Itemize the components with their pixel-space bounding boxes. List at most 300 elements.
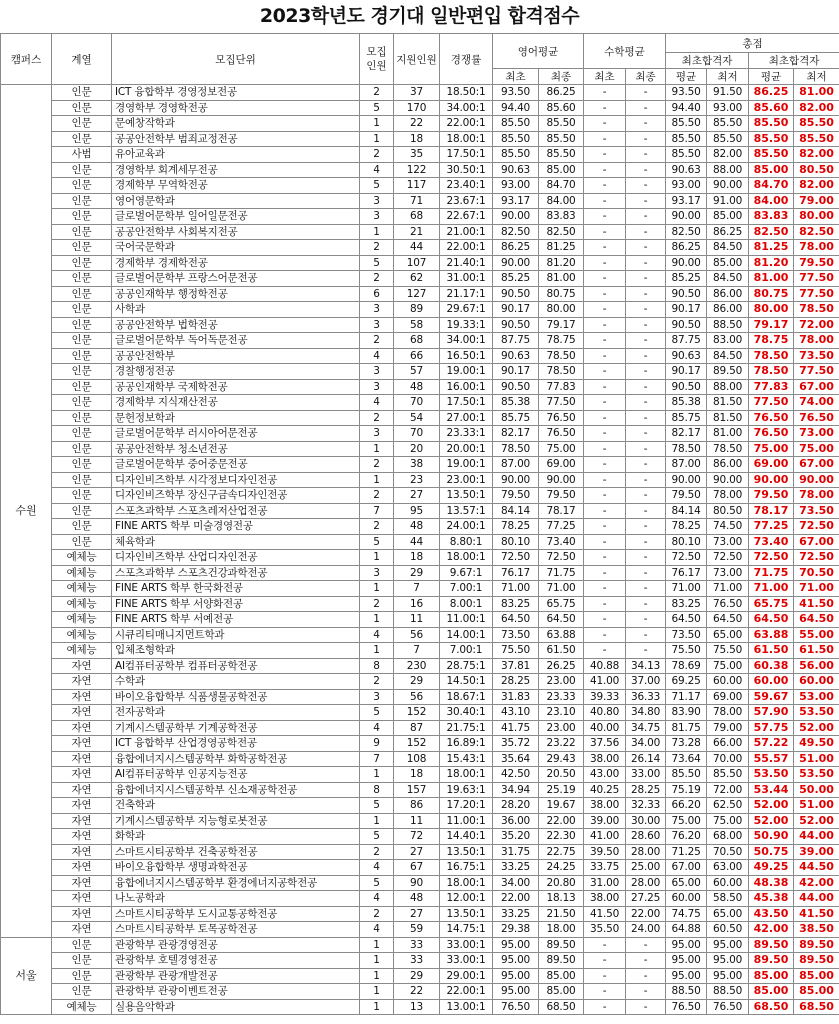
cell-applicants: 38 [394,457,440,473]
cell-english-first: 95.00 [493,953,539,969]
cell-math-first: 39.33 [584,689,626,705]
cell-unit: 디자인비즈학부 산업디자인전공 [112,550,360,566]
cell-first-min: 65.00 [707,627,749,643]
cell-math-final: - [626,643,666,659]
cell-final-min: 42.00 [794,875,839,891]
cell-first-min: 68.00 [707,829,749,845]
cell-english-final: 71.75 [539,565,584,581]
cell-final-avg: 81.00 [749,271,794,287]
cell-unit: 공공인재학부 행정학전공 [112,286,360,302]
cell-math-first: - [584,178,626,194]
cell-applicants: 44 [394,240,440,256]
cell-final-min: 85.50 [794,131,839,147]
cell-english-final: 75.00 [539,441,584,457]
cell-math-first: - [584,999,626,1015]
cell-first-avg: 73.64 [666,751,707,767]
table-row [1,193,839,209]
cell-english-first: 85.50 [493,131,539,147]
cell-unit: 경찰행정전공 [112,364,360,380]
score-table [0,33,839,1015]
cell-first-min: 86.25 [707,224,749,240]
cell-final-avg: 71.00 [749,581,794,597]
cell-math-final: - [626,255,666,271]
cell-unit: 경제학부 경제학전공 [112,255,360,271]
table-row [1,627,839,643]
cell-quota: 5 [360,875,394,891]
cell-ratio: 15.43:1 [440,751,493,767]
cell-unit: 융합에너지시스템공학부 화학공학전공 [112,751,360,767]
cell-unit: 공공안전학부 청소년전공 [112,441,360,457]
cell-math-final: - [626,596,666,612]
cell-field: 인문 [52,441,112,457]
cell-final-min: 78.00 [794,488,839,504]
cell-final-min: 71.00 [794,581,839,597]
cell-first-avg: 86.25 [666,240,707,256]
cell-field: 자연 [52,689,112,705]
cell-quota: 2 [360,271,394,287]
cell-applicants: 27 [394,488,440,504]
cell-applicants: 57 [394,364,440,380]
cell-math-final: - [626,209,666,225]
cell-quota: 1 [360,550,394,566]
cell-first-min: 89.50 [707,364,749,380]
header-campus: 캠퍼스 [1,34,52,85]
cell-quota: 4 [360,922,394,938]
cell-quota: 1 [360,968,394,984]
cell-first-min: 65.00 [707,906,749,922]
table-row [1,751,839,767]
cell-unit: 국어국문학과 [112,240,360,256]
cell-english-final: 90.00 [539,472,584,488]
cell-quota: 4 [360,162,394,178]
cell-ratio: 19.00:1 [440,457,493,473]
cell-math-first: - [584,116,626,132]
cell-english-final: 22.75 [539,844,584,860]
cell-applicants: 90 [394,875,440,891]
table-row [1,782,839,798]
cell-math-first: - [584,612,626,628]
cell-english-final: 18.00 [539,922,584,938]
cell-english-first: 90.17 [493,364,539,380]
table-row [1,999,839,1015]
cell-quota: 7 [360,503,394,519]
cell-math-first: - [584,286,626,302]
table-row [1,891,839,907]
cell-math-final: 22.00 [626,906,666,922]
cell-quota: 4 [360,348,394,364]
cell-first-avg: 76.20 [666,829,707,845]
cell-ratio: 34.00:1 [440,333,493,349]
cell-first-avg: 82.17 [666,426,707,442]
cell-english-first: 78.25 [493,519,539,535]
cell-first-avg: 88.50 [666,984,707,1000]
cell-quota: 3 [360,379,394,395]
cell-applicants: 22 [394,984,440,1000]
cell-ratio: 13.50:1 [440,488,493,504]
cell-final-avg: 72.50 [749,550,794,566]
cell-math-final: 26.14 [626,751,666,767]
cell-first-avg: 85.50 [666,767,707,783]
cell-field: 예체능 [52,550,112,566]
cell-final-avg: 85.50 [749,116,794,132]
cell-field: 인문 [52,162,112,178]
cell-math-first: - [584,271,626,287]
cell-field: 인문 [52,519,112,535]
cell-ratio: 11.00:1 [440,813,493,829]
cell-ratio: 13.00:1 [440,999,493,1015]
cell-quota: 6 [360,286,394,302]
cell-first-avg: 71.25 [666,844,707,860]
header-first-avg: 평균 [666,69,707,85]
cell-final-avg: 52.00 [749,813,794,829]
header-first-min: 최저 [707,69,749,85]
cell-unit: 글로벌어문학부 중어중문전공 [112,457,360,473]
cell-english-final: 23.10 [539,705,584,721]
cell-english-first: 37.81 [493,658,539,674]
cell-unit: AI컴퓨터공학부 인공지능전공 [112,767,360,783]
cell-math-first: - [584,302,626,318]
cell-final-min: 50.00 [794,782,839,798]
cell-english-final: 85.00 [539,968,584,984]
cell-ratio: 12.00:1 [440,891,493,907]
cell-first-min: 69.00 [707,689,749,705]
cell-math-final: - [626,395,666,411]
header-final-avg: 평균 [749,69,794,85]
cell-math-first: 40.88 [584,658,626,674]
cell-applicants: 108 [394,751,440,767]
cell-math-final: - [626,441,666,457]
cell-math-first: - [584,968,626,984]
cell-final-avg: 90.00 [749,472,794,488]
cell-math-first: 41.00 [584,674,626,690]
cell-math-final: - [626,953,666,969]
cell-final-min: 78.50 [794,302,839,318]
cell-math-first: - [584,379,626,395]
cell-applicants: 44 [394,534,440,550]
cell-unit: 경제학부 지식재산전공 [112,395,360,411]
header-english-final: 최종 [539,69,584,85]
cell-unit: 스마트시티공학부 건축공학전공 [112,844,360,860]
cell-math-first: - [584,457,626,473]
cell-first-min: 60.50 [707,922,749,938]
cell-field: 자연 [52,736,112,752]
cell-first-avg: 81.75 [666,720,707,736]
cell-first-avg: 72.50 [666,550,707,566]
cell-final-avg: 43.50 [749,906,794,922]
campus-cell: 서울 [1,937,52,1015]
cell-field: 자연 [52,829,112,845]
cell-applicants: 152 [394,736,440,752]
cell-quota: 1 [360,999,394,1015]
cell-first-avg: 85.50 [666,147,707,163]
cell-math-final: - [626,488,666,504]
cell-ratio: 17.20:1 [440,798,493,814]
cell-first-avg: 79.50 [666,488,707,504]
cell-first-avg: 78.69 [666,658,707,674]
header-quota [360,34,394,85]
cell-applicants: 67 [394,860,440,876]
cell-first-min: 81.50 [707,410,749,426]
cell-english-final: 81.00 [539,271,584,287]
cell-english-final: 19.67 [539,798,584,814]
cell-unit: 유아교육과 [112,147,360,163]
cell-applicants: 29 [394,565,440,581]
table-row [1,472,839,488]
cell-final-min: 56.00 [794,658,839,674]
cell-english-first: 95.00 [493,984,539,1000]
cell-math-first: 37.56 [584,736,626,752]
cell-quota: 1 [360,472,394,488]
cell-math-first: - [584,317,626,333]
cell-english-first: 34.94 [493,782,539,798]
cell-unit: 문예창작학과 [112,116,360,132]
cell-unit: 글로벌어문학부 일어일문전공 [112,209,360,225]
cell-applicants: 157 [394,782,440,798]
header-math-first: 최초 [584,69,626,85]
cell-english-final: 78.50 [539,364,584,380]
cell-field: 인문 [52,302,112,318]
cell-final-min: 82.00 [794,100,839,116]
cell-math-final: 37.00 [626,674,666,690]
cell-unit: 스포츠과학부 스포츠건강과학전공 [112,565,360,581]
cell-math-first: - [584,984,626,1000]
table-row [1,178,839,194]
cell-final-avg: 77.25 [749,519,794,535]
cell-final-min: 80.50 [794,162,839,178]
table-row [1,550,839,566]
cell-field: 예체능 [52,596,112,612]
cell-english-final: 68.50 [539,999,584,1015]
table-row [1,441,839,457]
cell-math-final: 28.60 [626,829,666,845]
table-row [1,240,839,256]
cell-ratio: 23.33:1 [440,426,493,442]
cell-ratio: 30.50:1 [440,162,493,178]
cell-ratio: 7.00:1 [440,643,493,659]
cell-first-avg: 66.20 [666,798,707,814]
cell-field: 자연 [52,798,112,814]
cell-final-avg: 82.50 [749,224,794,240]
cell-math-final: - [626,85,666,101]
cell-math-first: - [584,519,626,535]
cell-applicants: 107 [394,255,440,271]
cell-math-final: 34.75 [626,720,666,736]
cell-ratio: 21.40:1 [440,255,493,271]
cell-applicants: 58 [394,317,440,333]
cell-applicants: 33 [394,937,440,953]
cell-first-min: 86.00 [707,302,749,318]
cell-math-first: - [584,426,626,442]
cell-ratio: 30.40:1 [440,705,493,721]
cell-field: 자연 [52,782,112,798]
table-row [1,968,839,984]
cell-first-avg: 90.50 [666,317,707,333]
cell-first-min: 85.50 [707,116,749,132]
cell-english-final: 22.30 [539,829,584,845]
cell-quota: 1 [360,813,394,829]
cell-english-first: 90.50 [493,286,539,302]
cell-math-first: 41.50 [584,906,626,922]
cell-quota: 3 [360,302,394,318]
cell-ratio: 21.00:1 [440,224,493,240]
cell-english-first: 85.50 [493,116,539,132]
cell-unit: FINE ARTS 학부 서양화전공 [112,596,360,612]
cell-applicants: 35 [394,147,440,163]
cell-applicants: 122 [394,162,440,178]
cell-unit: AI컴퓨터공학부 컴퓨터공학전공 [112,658,360,674]
cell-final-min: 44.50 [794,860,839,876]
table-row [1,255,839,271]
cell-final-avg: 77.83 [749,379,794,395]
cell-first-min: 90.00 [707,472,749,488]
cell-unit: 스마트시티공학부 도시교통공학전공 [112,906,360,922]
cell-english-first: 72.50 [493,550,539,566]
cell-unit: 글로벌어문학부 러시아어문전공 [112,426,360,442]
cell-applicants: 117 [394,178,440,194]
cell-ratio: 17.50:1 [440,147,493,163]
cell-math-final: - [626,224,666,240]
cell-ratio: 17.50:1 [440,395,493,411]
cell-math-first: - [584,100,626,116]
cell-english-final: 85.50 [539,147,584,163]
cell-quota: 2 [360,85,394,101]
cell-quota: 2 [360,488,394,504]
cell-english-final: 77.25 [539,519,584,535]
cell-field: 인문 [52,379,112,395]
cell-english-first: 84.14 [493,503,539,519]
cell-ratio: 13.57:1 [440,503,493,519]
cell-final-avg: 53.44 [749,782,794,798]
cell-english-first: 90.17 [493,302,539,318]
cell-first-min: 62.50 [707,798,749,814]
cell-first-avg: 76.50 [666,999,707,1015]
table-row [1,85,839,101]
cell-applicants: 59 [394,922,440,938]
cell-math-final: - [626,968,666,984]
cell-final-avg: 65.75 [749,596,794,612]
cell-field: 인문 [52,85,112,101]
cell-quota: 4 [360,891,394,907]
cell-math-first: - [584,255,626,271]
cell-final-avg: 77.50 [749,395,794,411]
header-math-final: 최종 [626,69,666,85]
cell-first-avg: 90.17 [666,364,707,380]
cell-first-min: 66.00 [707,736,749,752]
cell-final-min: 67.00 [794,379,839,395]
cell-applicants: 33 [394,953,440,969]
cell-math-final: - [626,426,666,442]
cell-ratio: 16.00:1 [440,379,493,395]
cell-final-min: 85.00 [794,968,839,984]
cell-math-final: - [626,503,666,519]
cell-english-final: 78.17 [539,503,584,519]
cell-field: 인문 [52,534,112,550]
table-row [1,565,839,581]
cell-first-avg: 69.25 [666,674,707,690]
cell-first-avg: 85.38 [666,395,707,411]
cell-final-avg: 81.20 [749,255,794,271]
cell-final-min: 90.00 [794,472,839,488]
cell-quota: 4 [360,720,394,736]
cell-final-avg: 78.50 [749,364,794,380]
cell-applicants: 86 [394,798,440,814]
cell-math-final: - [626,271,666,287]
cell-first-min: 81.00 [707,426,749,442]
cell-english-first: 95.00 [493,937,539,953]
cell-ratio: 21.17:1 [440,286,493,302]
cell-first-avg: 71.00 [666,581,707,597]
cell-english-final: 72.50 [539,550,584,566]
cell-english-final: 23.22 [539,736,584,752]
campus-cell: 수원 [1,85,52,938]
table-body [1,85,839,1015]
cell-field: 인문 [52,364,112,380]
cell-ratio: 23.67:1 [440,193,493,209]
cell-first-min: 78.50 [707,441,749,457]
cell-first-min: 86.00 [707,286,749,302]
cell-final-min: 41.50 [794,596,839,612]
cell-quota: 3 [360,689,394,705]
cell-math-first: - [584,333,626,349]
cell-quota: 8 [360,782,394,798]
cell-applicants: 29 [394,674,440,690]
cell-first-min: 84.50 [707,271,749,287]
cell-final-avg: 68.50 [749,999,794,1015]
cell-applicants: 56 [394,627,440,643]
cell-english-final: 23.33 [539,689,584,705]
cell-final-avg: 50.90 [749,829,794,845]
cell-math-final: 28.00 [626,844,666,860]
cell-field: 자연 [52,891,112,907]
cell-final-avg: 57.75 [749,720,794,736]
cell-math-final: - [626,100,666,116]
cell-ratio: 16.89:1 [440,736,493,752]
cell-english-first: 90.63 [493,162,539,178]
table-row [1,658,839,674]
cell-first-min: 78.00 [707,705,749,721]
cell-final-min: 73.50 [794,503,839,519]
cell-english-final: 23.00 [539,720,584,736]
cell-ratio: 14.40:1 [440,829,493,845]
cell-unit: 공공안전학부 [112,348,360,364]
cell-unit: 실용음악학과 [112,999,360,1015]
table-row [1,426,839,442]
cell-ratio: 18.67:1 [440,689,493,705]
cell-first-avg: 64.50 [666,612,707,628]
cell-field: 자연 [52,658,112,674]
cell-final-avg: 42.00 [749,922,794,938]
cell-math-first: 39.50 [584,844,626,860]
cell-field: 인문 [52,457,112,473]
cell-final-avg: 76.50 [749,410,794,426]
cell-final-min: 77.50 [794,286,839,302]
cell-final-avg: 85.50 [749,147,794,163]
cell-unit: 영어영문학과 [112,193,360,209]
cell-english-first: 71.00 [493,581,539,597]
cell-quota: 2 [360,147,394,163]
cell-final-avg: 61.50 [749,643,794,659]
cell-first-avg: 95.00 [666,937,707,953]
cell-english-final: 20.50 [539,767,584,783]
cell-field: 인문 [52,488,112,504]
cell-quota: 3 [360,193,394,209]
table-row [1,922,839,938]
cell-first-avg: 90.63 [666,348,707,364]
cell-first-avg: 83.90 [666,705,707,721]
cell-field: 인문 [52,410,112,426]
cell-final-min: 38.50 [794,922,839,938]
cell-final-min: 77.50 [794,364,839,380]
